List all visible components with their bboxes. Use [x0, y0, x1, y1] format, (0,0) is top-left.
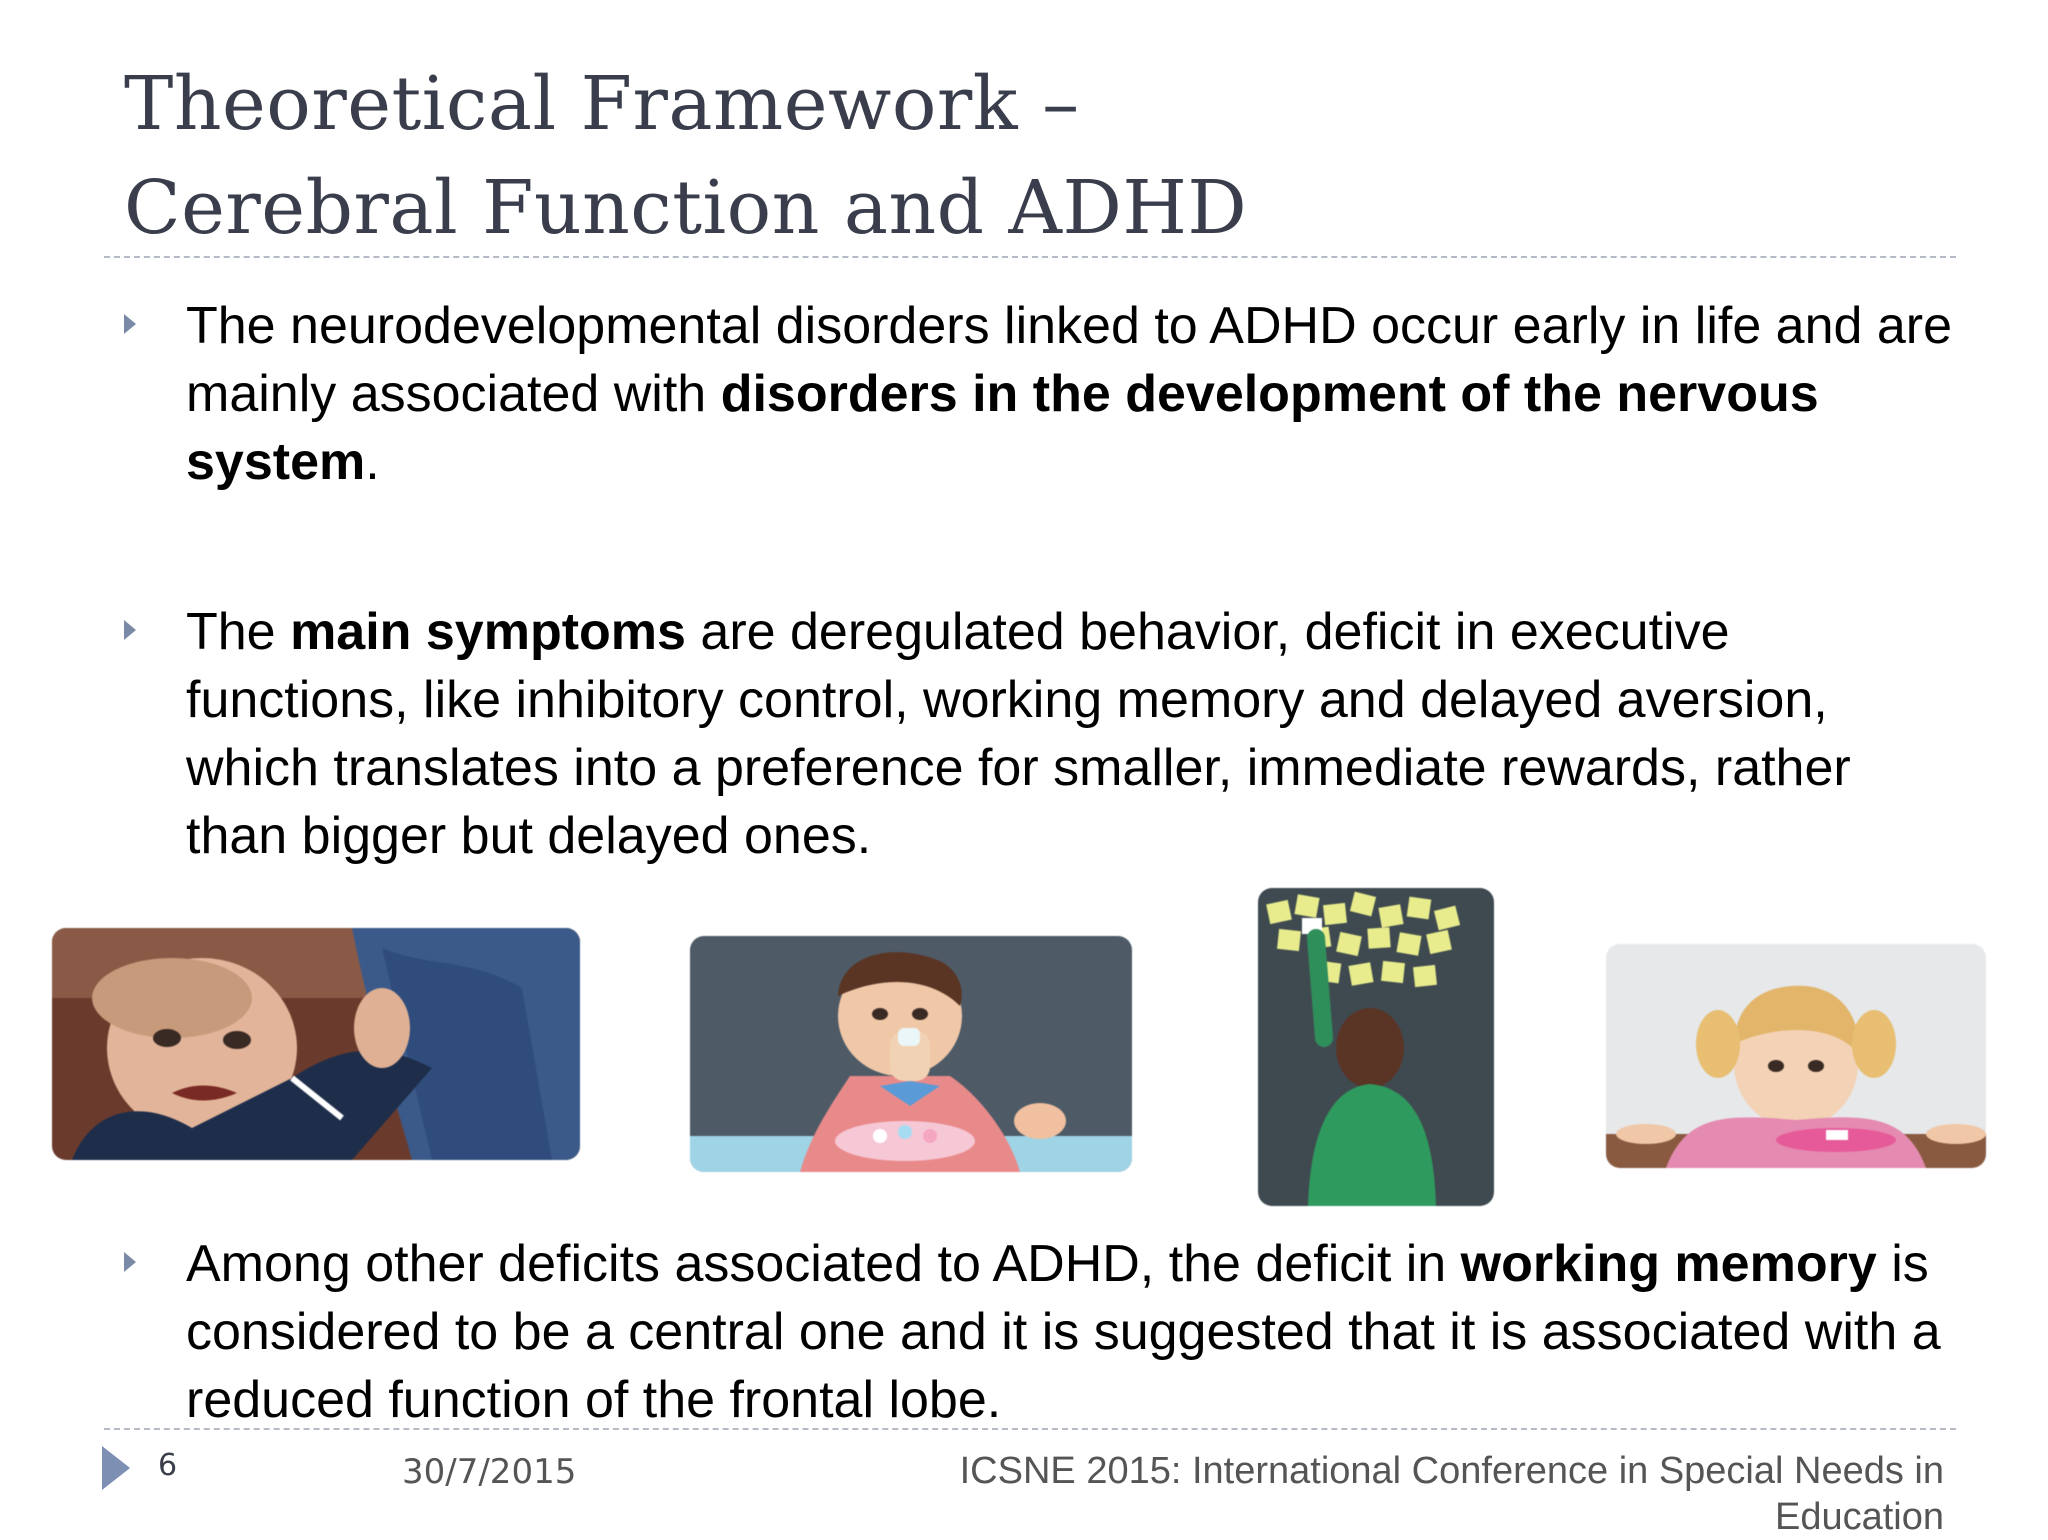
bullet-triangle-icon — [124, 314, 136, 334]
photo-girl-at-table — [1606, 944, 1986, 1168]
bullet-text: The main symptoms are deregulated behavior, deficit in executive functions, like inhibitory control, working memory and delayed aversion, which translates into a preference for smaller, immediate rewards, rather than bigger but delayed ones. — [186, 603, 1851, 865]
page-number: 6 — [158, 1448, 178, 1483]
title-line-2: Cerebral Function and ADHD — [124, 165, 1248, 251]
conference-line-1: ICSNE 2015: International Conference in Special Needs in — [959, 1450, 1944, 1492]
title-divider — [104, 256, 1956, 258]
bullet-triangle-icon — [124, 1252, 136, 1272]
photo-woman-sticky-notes — [1258, 888, 1494, 1206]
footer-conference — [844, 1448, 1944, 1540]
photo-angry-boy — [52, 928, 580, 1160]
footer-date: 30/7/2015 — [402, 1452, 577, 1492]
bullet-text: Among other deficits associated to ADHD, the deficit in working memory is considered to be a central one and it is suggested that it is associated with a reduced function of the frontal lobe. — [186, 1235, 1941, 1429]
bullet-triangle-icon — [124, 620, 136, 640]
footer-triangle-icon — [102, 1446, 130, 1490]
footer-divider — [104, 1428, 1956, 1430]
photo-boy-eating-sweets — [690, 936, 1132, 1172]
slide-title — [124, 52, 1247, 260]
title-line-1: Theoretical Framework – — [124, 61, 1080, 147]
bullet-text: The neurodevelopmental disorders linked to ADHD occur early in life and are mainly associated with disorders in the development of the nervous system. — [186, 297, 1953, 491]
conference-line-2: Education — [1774, 1496, 1944, 1538]
